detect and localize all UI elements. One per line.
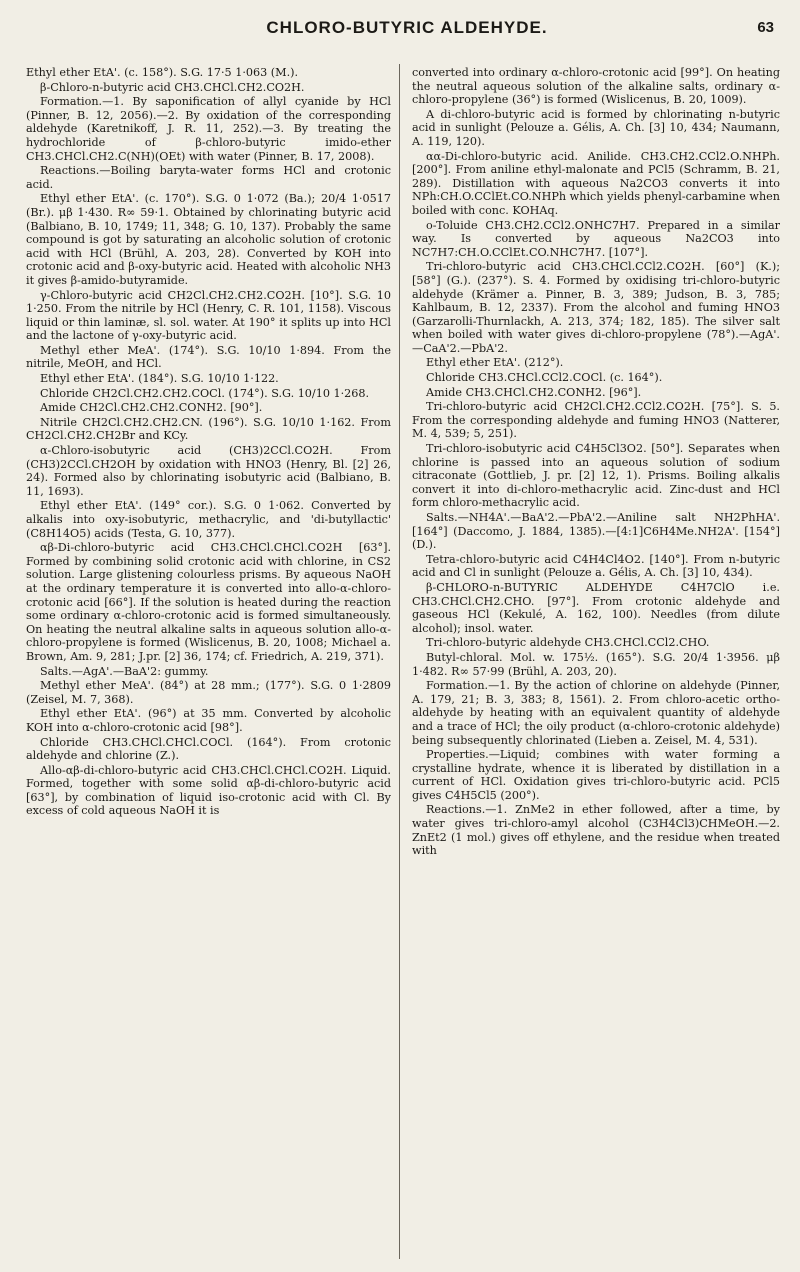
entry-paragraph: α-Chloro-isobutyric acid (CH3)2CCl.CO2H. From (CH3)2CCl.CH2OH by oxidation with HNO3 (Henry, Bl. [2] 26, 24). Formed also by chlorinating isobutyric acid (Balbiano, B. 11, 1693).	[26, 444, 391, 498]
entry-paragraph: Tri-chloro-butyric acid CH2Cl.CH2.CCl2.CO2H. [75°]. S. 5. From the corresponding aldehyde and fuming HNO3 (Natterer, M. 4, 539; 5, 251).	[412, 400, 780, 441]
text-paragraph: Ethyl ether EtA'. (96°) at 35 mm. Converted by alcoholic KOH into α-chloro-crotonic acid [98°].	[26, 707, 391, 734]
text-paragraph: Amide CH2Cl.CH2.CH2.CONH2. [90°].	[40, 401, 263, 415]
entry-paragraph: αβ-Di-chloro-butyric acid CH3.CHCl.CHCl.CO2H [63°]. Formed by combining solid crotonic acid with chlorine, in CS2 solution. Large glistening colourless prisms. By aqueous NaOH at the ordinary temperature it is converted into allo-α-chloro-crotonic acid [66°]. If the solution is heated during the reaction some ordinary α-chloro-crotonic acid is formed simultaneously. On heating the neutral alkaline salts in aqueous solution allo-α-chloro-propylene is formed (Wislicenus, B. 20, 1008; Michael a. Brown, Am. 9, 281; J.pr. [2] 36, 174; cf. Friedrich, A. 219, 371).	[26, 541, 391, 663]
text-paragraph: Ethyl ether EtA'. (212°).	[426, 356, 564, 370]
right-column	[412, 66, 780, 859]
text-paragraph: Reactions.—Boiling baryta-water forms HCl and crotonic acid.	[26, 164, 391, 191]
text-paragraph: Chloride CH3.CHCl.CHCl.COCl. (164°). From crotonic aldehyde and chlorine (Z.).	[26, 735, 391, 763]
entry-paragraph: Tri-chloro-butyric aldehyde CH3.CHCl.CCl2.CHO.	[426, 636, 710, 650]
running-head-title: CHLORO-BUTYRIC ALDEHYDE.	[266, 18, 548, 37]
entry-paragraph: αα-Di-chloro-butyric acid. Anilide. CH3.CH2.CCl2.O.NHPh. [200°]. From aniline ethyl-malonate and PCl5 (Schramm, B. 21, 289). Distillation with aqueous Na2CO3 converts it into NPh:CH.O.CClEt.CO.NHPh which yields phenyl-carbamine when boiled with conc. KOHAq.	[412, 149, 780, 217]
text-paragraph: Ethyl ether EtA'. (c. 158°). S.G. 17·5 1·063 (M.).	[26, 66, 299, 79]
left-column	[26, 66, 391, 819]
text-paragraph: Methyl ether MeA'. (84°) at 28 mm.; (177°). S.G. 0 1·2809 (Zeisel, M. 7, 368).	[26, 679, 391, 706]
text-paragraph: Reactions.—1. ZnMe2 in ether followed, after a time, by water gives tri-chloro-amyl alcohol (C3H4Cl3)CHMeOH.—2. ZnEt2 (1 mol.) gives off ethylene, and the residue when treated with	[412, 803, 780, 858]
entry-paragraph: Tetra-chloro-butyric acid C4H4Cl4O2. [140°]. From n-butyric acid and Cl in sunlight (Pelouze a. Gélis, A. Ch. [3] 10, 434).	[412, 552, 780, 580]
entry-paragraph: γ-Chloro-butyric acid CH2Cl.CH2.CH2.CO2H. [10°]. S.G. 10 1·250. From the nitrile by HCl (Henry, C. R. 101, 1158). Viscous liquid or thin laminæ, sl. sol. water. At 190° it splits up into HCl and the lactone of γ-oxy-butyric acid.	[26, 288, 391, 343]
text-paragraph: Ethyl ether EtA'. (184°). S.G. 10/10 1·122.	[40, 372, 279, 386]
column-divider	[399, 64, 400, 1259]
entry-paragraph: Tri-chloro-isobutyric acid C4H5Cl3O2. [50°]. Separates when chlorine is passed into an aqueous solution of sodium citraconate (Gottlieb, J. pr. [2] 12, 1). Prisms. Boiling alkalis convert it into di-chloro-methacrylic acid. Zinc-dust and HCl form chloro-methacrylic acid.	[412, 442, 780, 510]
entry-paragraph: β-CHLORO-n-BUTYRIC ALDEHYDE C4H7ClO i.e. CH3.CHCl.CH2.CHO. [97°]. From crotonic aldehyde and gaseous HCl (Kekulé, A. 162, 100). Needles (from dilute alcohol); insol. water.	[412, 580, 780, 635]
text-paragraph: converted into ordinary α-chloro-crotonic acid [99°]. On heating the neutral aqueous solution of the alkaline salts, ordinary α-chloro-propylene (36°) is formed (Wislicenus, B. 20, 1009).	[412, 66, 780, 107]
text-paragraph: Properties.—Liquid; combines with water forming a crystalline hydrate, whence it is liberated by distillation in a current of HCl. Oxidation gives tri-chloro-butyric acid. PCl5 gives C4H5Cl5 (200°).	[412, 748, 780, 802]
text-paragraph: A di-chloro-butyric acid is formed by chlorinating n-butyric acid in sunlight (Pelouze a. Gélis, A. Ch. [3] 10, 434; Naumann, A. 119, 120).	[412, 107, 780, 148]
text-paragraph: Salts.—AgA'.—BaA'2: gummy.	[40, 664, 209, 678]
text-paragraph: o-Toluide CH3.CH2.CCl2.ONHC7H7. Prepared in a similar way. Is converted by aqueous Na2CO3 into NC7H7:CH.O.CClEt.CO.NHC7H7. [107°].	[412, 218, 780, 259]
text-paragraph: Butyl-chloral. Mol. w. 175½. (165°). S.G. 20/4 1·3956. μβ 1·482. R∞ 57·99 (Brühl, A. 203, 20).	[412, 650, 780, 678]
entry-paragraph: Tri-chloro-butyric acid CH3.CHCl.CCl2.CO2H. [60°] (K.); [58°] (G.). (237°). S. 4. Formed by oxidising tri-chloro-butyric aldehyde (Krämer a. Pinner, B. 3, 389; Judson, B. 3, 785; Kahlbaum, B. 12, 2337). From the alcohol and fuming HNO3 (Garzarolli-Thurnlackh, A. 213, 374; 182, 185). The silver salt when boiled with water gives di-chloro-propylene (78°).—AgA'.—CaA'2.—PbA'2.	[412, 260, 780, 355]
text-paragraph: Amide CH3.CHCl.CH2.CONH2. [96°].	[426, 385, 642, 399]
text-paragraph: Ethyl ether EtA'. (c. 170°). S.G. 0 1·072 (Ba.); 20/4 1·0517 (Br.). μβ 1·430. R∞ 59·1. Obtained by chlorinating butyric acid (Balbiano, B. 10, 1749; 11, 348; G. 10, 137). Probably the same compound is got by saturating an alcoholic solution of crotonic acid with HCl (Brühl, A. 203, 28). Converted by KOH into crotonic acid and β-oxy-butyric acid. Heated with alcoholic NH3 it gives β-amido-butyramide.	[26, 192, 391, 287]
text-paragraph: Salts.—NH4A'.—BaA'2.—PbA'2.—Aniline salt NH2PhHA'. [164°] (Daccomo, J. 1884, 1385).—[4:1]C6H4Me.NH2A'. [154°] (D.).	[412, 511, 780, 552]
text-paragraph: Ethyl ether EtA'. (149° cor.). S.G. 0 1·062. Converted by alkalis into oxy-isobutyric, methacrylic, and 'di-butyllactic' (C8H14O5) acids (Testa, G. 10, 377).	[26, 499, 391, 540]
text-paragraph: Chloride CH2Cl.CH2.CH2.COCl. (174°). S.G. 10/10 1·268.	[40, 386, 370, 400]
text-paragraph: Methyl ether MeA'. (174°). S.G. 10/10 1·894. From the nitrile, MeOH, and HCl.	[26, 343, 391, 371]
entry-paragraph: β-Chloro-n-butyric acid CH3.CHCl.CH2.CO2H.	[40, 80, 305, 94]
text-paragraph: Nitrile CH2Cl.CH2.CH2.CN. (196°). S.G. 10/10 1·162. From CH2Cl.CH2.CH2Br and KCy.	[26, 415, 391, 443]
running-head	[40, 18, 774, 40]
entry-paragraph: Allo-αβ-di-chloro-butyric acid CH3.CHCl.CHCl.CO2H. Liquid. Formed, together with some solid αβ-di-chloro-butyric acid [63°], by combination of liquid iso-crotonic acid with Cl. By excess of cold aqueous NaOH it is	[26, 763, 391, 818]
text-paragraph: Chloride CH3.CHCl.CCl2.COCl. (c. 164°).	[426, 371, 663, 385]
page-number: 63	[757, 19, 774, 36]
text-paragraph: Formation.—1. By the action of chlorine on aldehyde (Pinner, A. 179, 21; B. 3, 383; 8, 1561). 2. From chloro-acetic ortho-aldehyde by heating with an equivalent quantity of aldehyde and a trace of HCl; the oily product (α-chloro-crotonic aldehyde) being subsequently chlorinated (Lieben a. Zeisel, M. 4, 531).	[412, 679, 780, 747]
text-paragraph: Formation.—1. By saponification of allyl cyanide by HCl (Pinner, B. 12, 2056).—2. By oxidation of the corresponding aldehyde (Karetnikoff, J. R. 11, 252).—3. By treating the hydrochloride of β-chloro-butyric imido-ether CH3.CHCl.CH2.C(NH)(OEt) with water (Pinner, B. 17, 2008).	[26, 95, 391, 163]
